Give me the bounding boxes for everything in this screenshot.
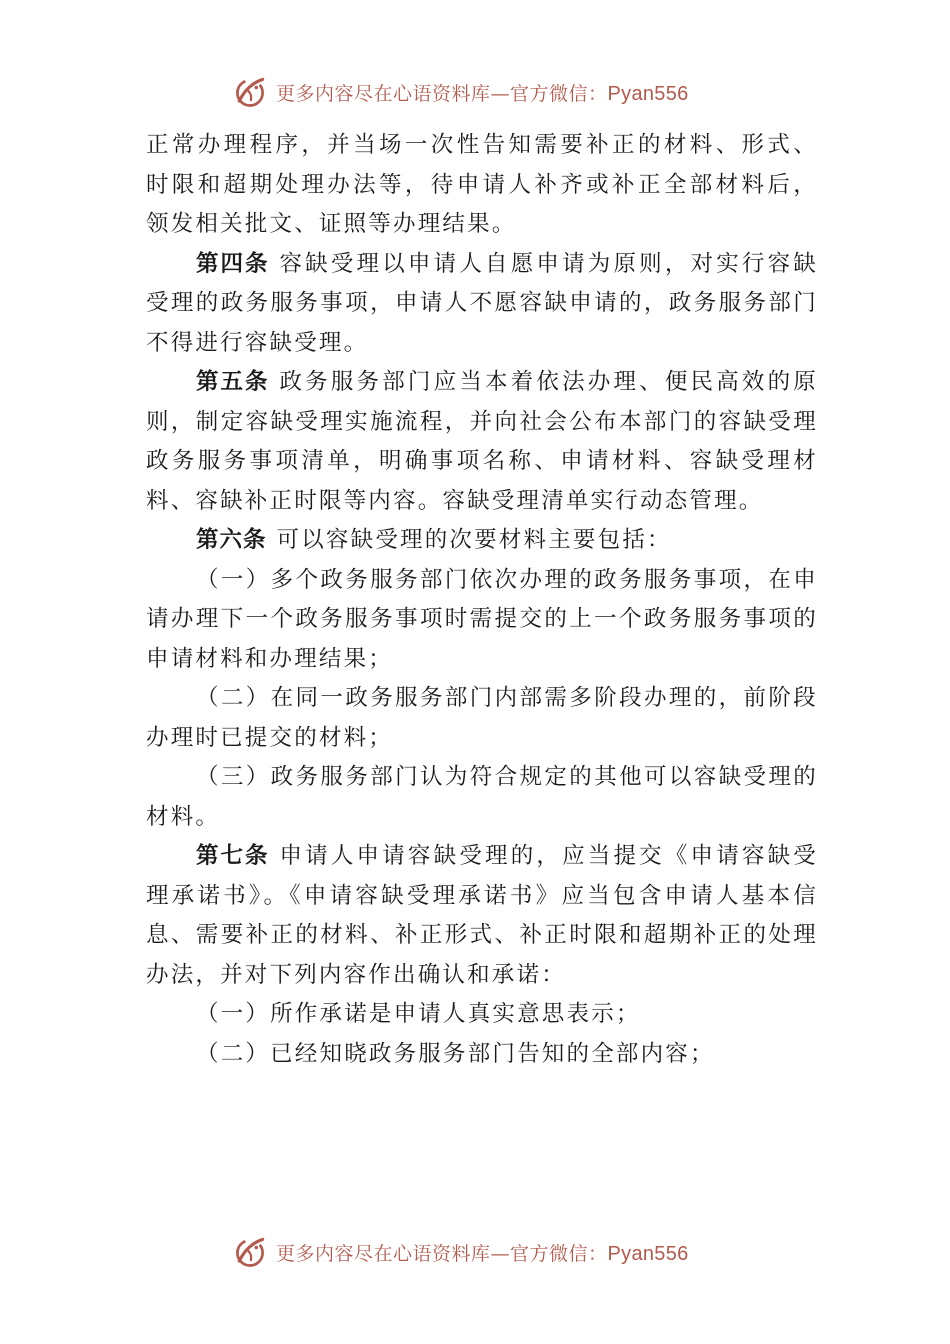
paragraph-text: 正常办理程序，并当场一次性告知需要补正的材料、形式、 时限和超期处理办法等，待申请人补齐或补正全部材料后， 领发相关批文、证照等办理结果。 [146, 132, 818, 237]
item-text: （二）已经知晓政务服务部门告知的全部内容； [196, 1040, 715, 1067]
article-6-item-1 [146, 561, 818, 680]
watermark-text [276, 1239, 689, 1266]
article-text: 容缺受理以申请人自愿申请为原则，对实行容缺受理的政务服务事项，申请人不愿容缺申请的，政务服务部门不得进行容缺受理。 [146, 250, 818, 356]
article-7-item-1 [146, 995, 818, 1035]
watermark-brand-text: 更多内容尽在心语资料库—官方微信： [276, 1242, 608, 1265]
watermark-text [276, 79, 689, 106]
article-5 [146, 363, 818, 521]
article-text: 可以容缺受理的次要材料主要包括： [276, 527, 672, 553]
article-6-item-3 [146, 758, 818, 837]
article-6 [146, 521, 818, 561]
circular-brush-logo-icon [232, 1234, 268, 1270]
article-4 [146, 245, 818, 364]
article-heading: 第七条 [196, 843, 270, 869]
article-text: 政务服务部门应当本着依法办理、便民高效的原则，制定容缺受理实施流程，并向社会公布本部门的容缺受理政务服务事项清单，明确事项名称、申请材料、容缺受理材料、容缺补正时限等内容。容缺受理清单实行动态管理。 [146, 369, 818, 514]
item-text: （一）多个政务服务部门依次办理的政务服务事项，在申请办理下一个政务服务事项时需提交的上一个政务服务事项的申请材料和办理结果； [146, 566, 818, 672]
article-heading: 第六条 [196, 527, 267, 553]
watermark-wechat-id: Pyan556 [607, 82, 689, 105]
article-7-item-2 [146, 1035, 818, 1075]
watermark-wechat-id: Pyan556 [607, 1242, 689, 1265]
article-heading: 第四条 [196, 250, 270, 277]
item-text: （三）政务服务部门认为符合规定的其他可以容缺受理的材料。 [146, 764, 818, 830]
article-6-item-2 [146, 679, 818, 758]
item-text: （一）所作承诺是申请人真实意思表示； [196, 1001, 641, 1027]
item-text: （二）在同一政务服务部门内部需多阶段办理的，前阶段办理时已提交的材料； [146, 685, 818, 751]
article-7 [146, 837, 818, 995]
circular-brush-logo-icon [232, 74, 268, 110]
document-body [146, 126, 818, 1074]
watermark-brand-text: 更多内容尽在心语资料库—官方微信： [276, 82, 608, 105]
article-text: 申请人申请容缺受理的，应当提交《申请容缺受理承诺书》。《申请容缺受理承诺书》应当包含申请人基本信息、需要补正的材料、补正形式、补正时限和超期补正的处理办法，并对下列内容作出确认和承诺： [146, 843, 818, 988]
paragraph-continuation [146, 126, 818, 245]
footer-watermark [232, 1232, 689, 1272]
article-heading: 第五条 [196, 369, 270, 395]
header-watermark [232, 72, 689, 112]
